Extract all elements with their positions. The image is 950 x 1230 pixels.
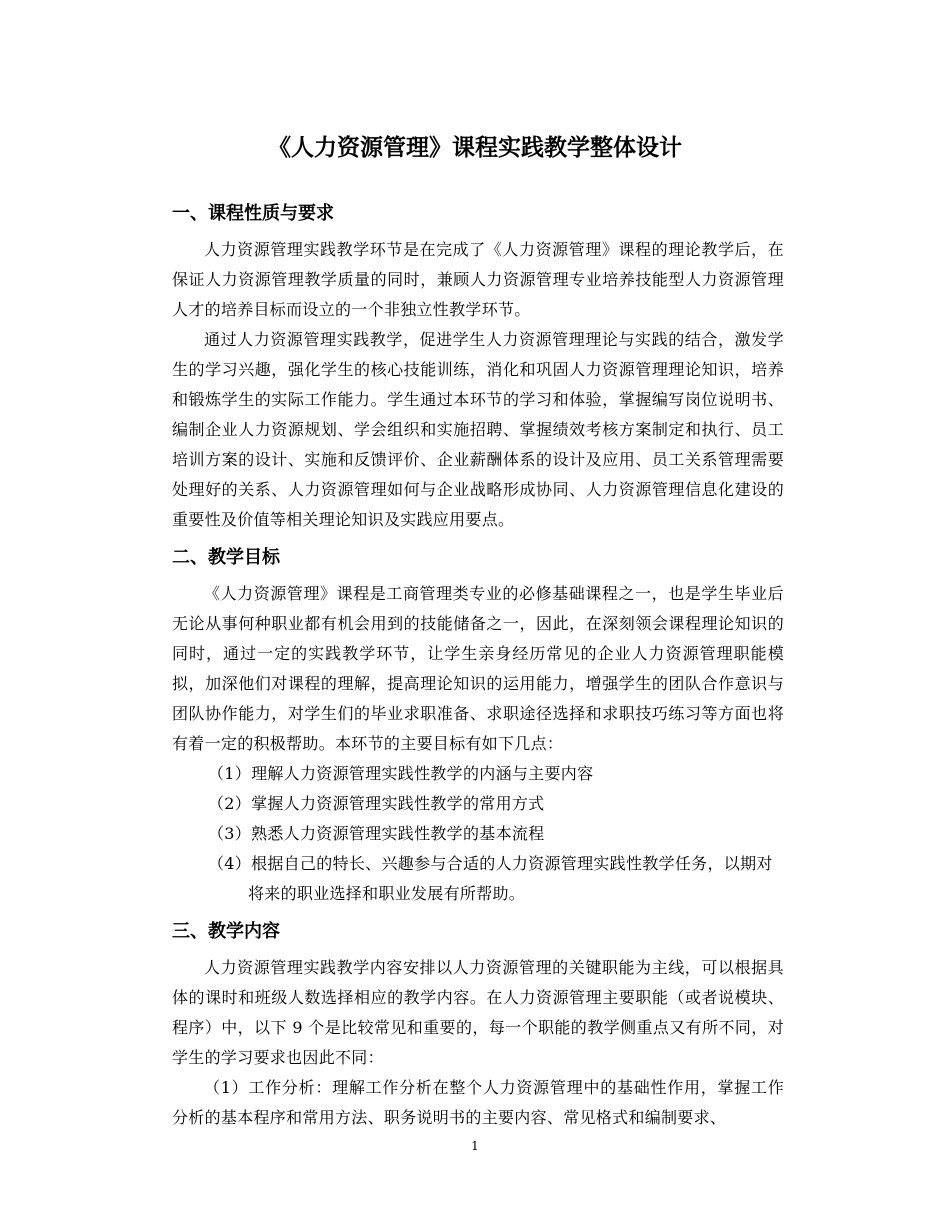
- document-title: 《人力资源管理》课程实践教学整体设计: [268, 135, 682, 161]
- page-number: 1: [471, 1139, 479, 1153]
- list-item: （1）理解人力资源管理实践性教学的内涵与主要内容: [208, 764, 594, 783]
- document-body: [172, 197, 784, 1133]
- paragraph: 人力资源管理实践教学环节是在完成了《人力资源管理》课程的理论教学后，在保证人力资源管理教学质量的同时，兼顾人力资源管理专业培养技能型人力资源管理人才的培养目标而设立的一个非独立性教学环节。: [172, 240, 784, 319]
- paragraph: 通过人力资源管理实践教学，促进学生人力资源管理理论与实践的结合，激发学生的学习兴趣，强化学生的核心技能训练，消化和巩固人力资源管理理论知识，培养和锻炼学生的实际工作能力。学生通过本环节的学习和体验，掌握编写岗位说明书、编制企业人力资源规划、学会组织和实施招聘、掌握绩效考核方案制定和执行、员工培训方案的设计、实施和反馈评价、企业薪酬体系的设计及应用、员工关系管理需要处理好的关系、人力资源管理如何与企业战略形成协同、人力资源管理信息化建设的重要性及价值等相关理论知识及实践应用要点。: [172, 330, 784, 529]
- section-heading-objectives: 二、教学目标: [172, 547, 280, 568]
- paragraph: （1）工作分析：理解工作分析在整个人力资源管理中的基础性作用，掌握工作分析的基本程序和常用方法、职务说明书的主要内容、常见格式和编制要求、: [172, 1078, 784, 1127]
- objectives-list: [172, 759, 784, 909]
- list-item: （2）掌握人力资源管理实践性教学的常用方式: [208, 794, 545, 813]
- paragraph: 人力资源管理实践教学内容安排以人力资源管理的关键职能为主线，可以根据具体的课时和班级人数选择相应的教学内容。在人力资源管理主要职能（或者说模块、程序）中，以下 9 个是比较常见和重要的，每一个职能的教学侧重点又有所不同，对学生的学习要求也因此不同：: [172, 958, 784, 1067]
- list-item: （3）熟悉人力资源管理实践性教学的基本流程: [208, 824, 545, 843]
- section-heading-nature: 一、课程性质与要求: [172, 203, 334, 224]
- paragraph: 《人力资源管理》课程是工商管理类专业的必修基础课程之一，也是学生毕业后无论从事何种职业都有机会用到的技能储备之一，因此，在深刻领会课程理论知识的同时，通过一定的实践教学环节，让学生亲身经历常见的企业人力资源管理职能模拟，加深他们对课程的理解，提高理论知识的运用能力，增强学生的团队合作意识与团队协作能力，对学生们的毕业求职准备、求职途径选择和求职技巧练习等方面也将有着一定的积极帮助。本环节的主要目标有如下几点：: [172, 584, 784, 753]
- list-item: （4）根据自己的特长、兴趣参与合适的人力资源管理实践性教学任务，以期对将来的职业选择和职业发展有所帮助。: [208, 854, 773, 903]
- section-heading-content: 三、教学内容: [172, 921, 280, 942]
